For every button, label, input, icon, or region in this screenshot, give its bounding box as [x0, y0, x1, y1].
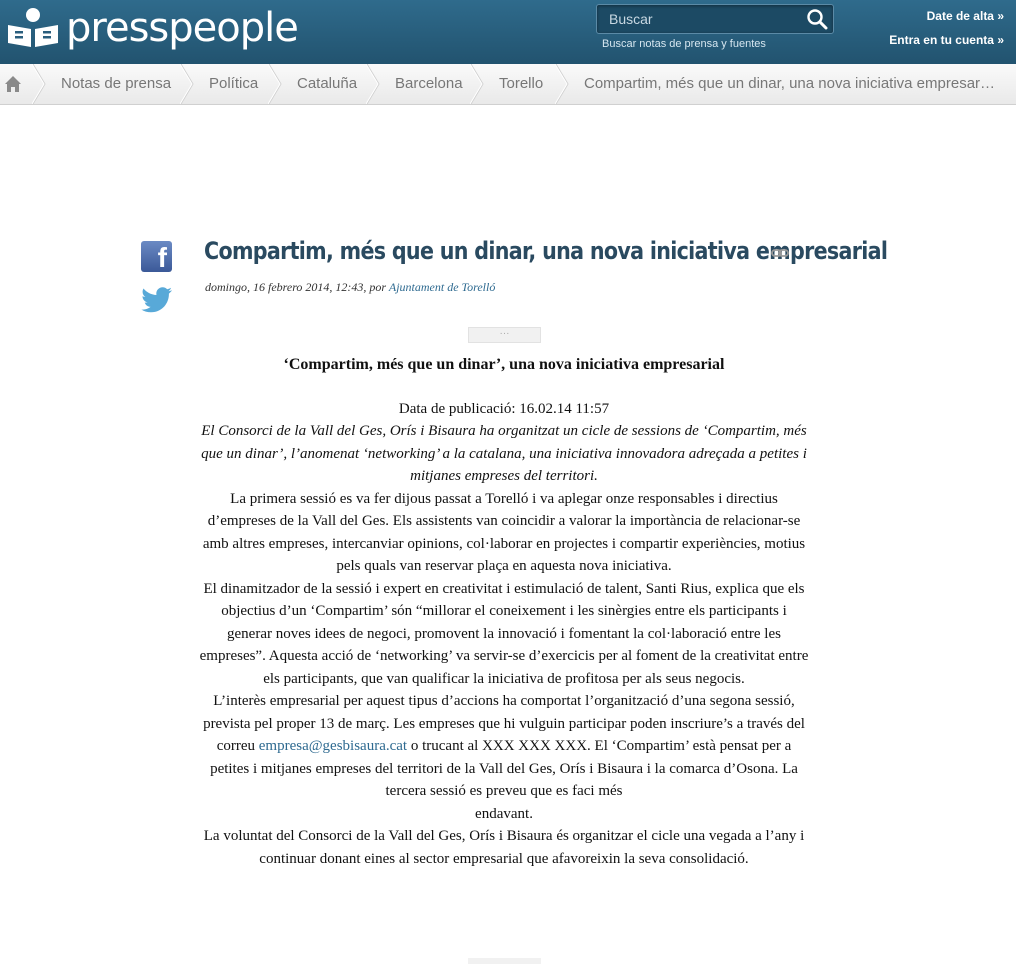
facebook-share-icon[interactable]: [141, 241, 172, 272]
breadcrumb-item-barcelona[interactable]: Barcelona: [395, 75, 463, 92]
presspeople-logo[interactable]: [6, 6, 298, 50]
search-hint: Buscar notas de prensa y fuentes: [602, 38, 766, 50]
paragraph-3: [198, 690, 810, 825]
search-box: [596, 4, 834, 34]
search-icon[interactable]: [805, 8, 829, 30]
signup-link[interactable]: Date de alta »: [926, 9, 1004, 23]
paragraph-3-text-b: o trucant al XXX XXX XXX. El ‘Compartim’ està pensat per a petites i mitjanes empreses del territori de la Vall del Ges, Orís i Bisaura i la comarca d’Osona. La tercera sessió es preveu que es faci més: [210, 738, 798, 799]
breadcrumb-item-cataluna[interactable]: Cataluña: [297, 75, 358, 92]
article-meta: [205, 280, 495, 295]
paragraph-3-text-a: L’interès empresarial per aquest tipus d’accions ha comportat l’organització d’una segona sessió, prevista pel proper 13 de març. Les empreses que hi vulguin participar poden inscriure’s a través del correu: [203, 693, 805, 754]
article-lead: El Consorci de la Vall del Ges, Orís i Bisaura ha organitzat un cicle de sessions de ‘Compartim, més que un dinar’, l’anomenat ‘networking’ a la catalana, una iniciativa innovadora adreçada a petites i mitjanes empreses del territori.: [201, 423, 807, 484]
paragraph-3-text-c: endavant.: [475, 805, 533, 822]
author-link[interactable]: Ajuntament de Torelló: [388, 280, 496, 294]
twitter-share-icon[interactable]: [141, 287, 173, 313]
chevron-right-icon: [180, 64, 194, 104]
home-icon[interactable]: [4, 75, 22, 93]
article-title: Compartim, més que un dinar, una nova iniciativa empresarial: [204, 237, 888, 265]
chevron-right-icon: [366, 64, 380, 104]
top-header: [0, 0, 1016, 64]
article-body: [198, 354, 810, 870]
breadcrumb-item-torello[interactable]: Torello: [499, 75, 544, 92]
chevron-right-icon: [32, 64, 46, 104]
expand-button[interactable]: ···: [468, 327, 541, 343]
paragraph-4: La voluntat del Consorci de la Vall del Ges, Orís i Bisaura és organitzar el cicle una vegada a l’any i continuar donant eines al sector empresarial que afavoreixin la seva consolidació.: [203, 828, 805, 867]
logo-mark-icon: [6, 7, 60, 49]
bottom-divider: [468, 958, 541, 964]
chevron-right-icon: [268, 64, 282, 104]
permalink-icon[interactable]: [771, 246, 789, 260]
breadcrumb-item-notas[interactable]: Notas de prensa: [61, 75, 172, 92]
breadcrumb: [0, 64, 1016, 105]
paragraph-1: La primera sessió es va fer dijous passat a Torelló i va aplegar onze responsables i directius d’empreses de la Vall del Ges. Els assistents van coincidir a valorar la importància de relacionar-se amb altres empreses, intercanviar opinions, col·laborar en projectes i compartir experiències, motius pels quals van reservar plaça en aquesta nova iniciativa.: [202, 490, 806, 574]
paragraph-2: El dinamitzador de la sessió i expert en creativitat i estimulació de talent, Santi Rius, explica que els objectius d’un ‘Compartim’ són “millorar el coneixement i les sinèrgies entre els participants i generar noves idees de negoci, promovent la innovació i fomentant la col·laboració entre les empreses”. Aquesta acció de ‘networking’ va servir-se d’exercicis per al foment de la creativitat entre els participants, que van qualificar la iniciativa de profitosa per als seus negocis.: [199, 580, 809, 687]
breadcrumb-item-politica[interactable]: Política: [209, 75, 259, 92]
chevron-right-icon: [470, 64, 484, 104]
login-link[interactable]: Entra en tu cuenta »: [889, 33, 1004, 47]
facebook-glyph: f: [157, 242, 167, 273]
chevron-right-icon: [555, 64, 569, 104]
search-input[interactable]: [597, 5, 797, 33]
article-heading: ‘Compartim, més que un dinar’, una nova iniciativa empresarial: [283, 356, 725, 373]
breadcrumb-item-current: Compartim, més que un dinar, una nova iniciativa empresar…: [584, 75, 996, 92]
email-link[interactable]: empresa@gesbisaura.cat: [258, 738, 408, 754]
publication-date: Data de publicació: 16.02.14 11:57: [398, 400, 610, 417]
article-date: domingo, 16 febrero 2014, 12:43, por: [205, 280, 389, 294]
brand-name: presspeople: [66, 5, 298, 51]
